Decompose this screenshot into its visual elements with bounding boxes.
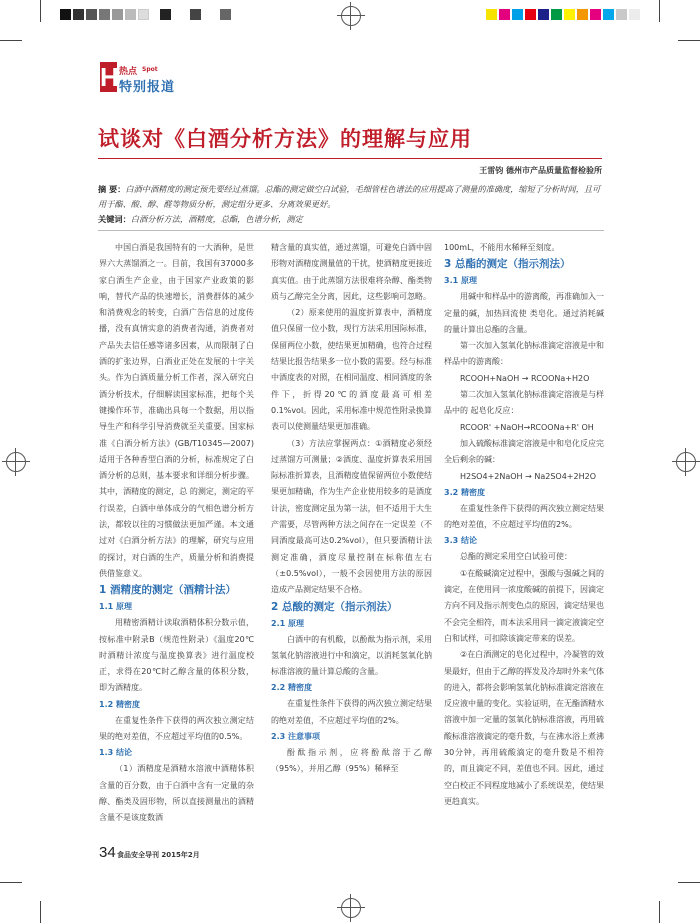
crop-mark [678,40,700,41]
section-title: 特别报道 [119,80,176,95]
paragraph: 在重复性条件下获得的两次独立测定结果的绝对差值，不应超过平均值的0.5%。 [99,715,254,742]
section-logo-h: H [100,62,119,92]
section-tag-hot: 热点 [119,67,138,77]
keywords-label: 关键词： [98,214,131,224]
crop-mark [659,0,660,22]
paragraph: 精含量的真实值，通过蒸馏，可避免白酒中固形物对酒精度测量值的干扰，使酒精度更接近真实值。由于此蒸馏方法很难将杂醇、酯类物质与乙醇完全分离，因此，这些影响可忽略。 [271,243,432,301]
paragraph: （3）方法应掌握两点：①酒精度必须经过蒸馏方可测量；②酒度、温度折算表采用国际标准折算表，且酒精度值保留两位小数使结果更加精确，作为生产企业使用较多的是酒度计法，密度测定虽为第一法，但不适用于大生产需要，尽管两种方法之间存在一定误差（不同酒度最高可达0.2%vol），但只要酒精计法测定准确，酒度尽量控制在标称值左右（±0.5%vol），一般不会因使用方法的原因造成产品测定结果不合格。 [271,438,432,595]
crop-mark [0,40,22,41]
paragraph: 第一次加入氢氧化钠标准滴定溶液是中和样品中的游离酸： [444,341,604,367]
crop-mark [678,882,700,883]
paragraph: 用碱中和样品中的游离酸，再准确加入一定量的碱，加热回流使 类皂化。通过消耗碱的量计算出总酯的含量。 [444,292,604,334]
crop-mark [40,0,41,22]
equation: H2SO4+2NaOH → Na2SO4+2H2O [460,471,596,481]
column-3 [444,240,604,810]
registration-mark [6,452,26,472]
equation: RCOOR' +NaOH→RCOONa+R' OH [460,422,594,432]
subheading-3-1: 3.1 原理 [444,276,477,286]
abstract-label: 摘 要： [98,184,126,194]
abstract [98,182,604,212]
subheading-3-3: 3.3 结论 [444,536,477,546]
paragraph: 100mL，不能用水稀释至刻度。 [444,243,560,252]
paragraph: 总酯的测定采用空白试验可使： [460,552,572,562]
column-2 [271,240,432,778]
crop-mark [0,882,22,883]
subheading-3-2: 3.2 精密度 [444,487,485,497]
registration-mark [341,898,361,918]
section-heading-2: 2 总酸的测定（指示剂法） [271,600,398,613]
paragraph: 在重复性条件下获得的两次独立测定结果的绝对差值，不应超过平均值的2%。 [444,503,604,530]
paragraph: ②在白酒测定的皂化过程中，冷凝管的效果最好，但由于乙醇的挥发及冷却时外来气体的进入，都将会影响氢氧化钠标准滴定溶液在反应液中量的变化。实验证明，在无酯酒精水溶液中加一定量的氢氧化钠标准溶液，再用硫酸标准溶液滴定的毫升数，与在沸水浴上煮沸30分钟，再用硫酸滴定的毫升数是不相符的，而且滴定不同，差值也不同。因此，通过空白校正不同程度地减小了系统误差，使结果更趋真实。 [444,650,604,806]
abstract-text: 白酒中酒精度的测定预先要经过蒸馏。总酯的测定做空白试验，毛细管柱色谱法的应用提高了测量的准确度，缩短了分析时间，且可用于酯、酸、醇、醛等物质分析，测定组分更多、分离效果更好。 [98,184,601,209]
section-heading-3: 3 总酯的测定（指示剂法） [444,258,571,271]
paragraph: 加入硫酸标准滴定溶液是中和皂化反应完全后剩余的碱： [444,438,604,465]
section-heading-1: 1 酒精度的测定（酒精计法） [99,584,236,597]
subheading-1-1: 1.1 原理 [99,602,132,612]
paragraph: （2）原来使用的温度折算表中，酒精度值只保留一位小数，现行方法采用国际标准，保留两位小数，使结果更加精确，也符合过程结果比报告结果多一位小数的需要。经与标准中酒度表的对照，在相同温度、相同酒度的条件下，折得20℃的酒度最高可相差0.1%vol。因此，采用标准中规范性附录换算表可以使测量结果更加准确。 [271,308,432,432]
title-divider [98,158,602,159]
paragraph: ①在酸碱滴定过程中，强酸与强碱之间的滴定，在使用同一浓度酸碱的前提下，因滴定方向不同及指示剂变色点的原因，滴定结果也不会完全相符，而本法采用同一滴定液滴定空白和试样，可扣除该滴定带来的误差。 [444,568,604,643]
subheading-2-2: 2.2 精密度 [271,683,312,693]
subheading-2-3: 2.3 注意事项 [271,732,320,742]
section-tag-hot-en: Spot [142,66,158,73]
keywords [98,213,604,225]
paragraph: 酚酞指示剂，应将酚酞溶于乙醇（95%），并用乙醇（95%）稀释至 [271,748,432,774]
paragraph: 第二次加入氢氧化钠标准滴定溶液是与样品中的 起皂化反应： [444,390,604,416]
paragraph: （1）酒精度是酒精水溶液中酒精体积含量的百分数，由于白酒中含有一定量的杂醇、酯类及固形物，所以直接测量出的酒精含量不是该度数酒 [99,764,254,823]
paragraph: 白酒中的有机酸，以酚酞为指示剂，采用氢氧化钠溶液进行中和滴定，以消耗氢氧化钠标准溶液的量计算总酸的含量。 [271,634,432,677]
article-author: 王雷钧 德州市产品质量监督检验所 [479,166,602,175]
page-number: 34 [99,844,116,861]
article-title: 试谈对《白酒分析方法》的理解与应用 [98,127,472,151]
subheading-1-3: 1.3 结论 [99,748,132,758]
crop-mark [659,901,660,923]
registration-mark [341,6,361,26]
paragraph: 用精密酒精计读取酒精体积分数示值，按标准中附录B（规范性附录）《温度20℃时酒精计浓度与温度换算表》进行温度校正，求得在20℃时乙醇含量的体积分数，即为酒精度。 [99,618,254,693]
paragraph: 在重复性条件下获得的两次独立测定结果的绝对差值，不应超过平均值的2%。 [271,699,432,725]
abstract-divider [98,230,604,231]
subheading-1-2: 1.2 精密度 [99,699,140,709]
paragraph: 中国白酒是我国特有的一大酒种，是世界六大蒸馏酒之一。目前，我国有37000多家白酒生产企业，由于国家产业政策的影响，替代产品的快速增长，消费群体的减少和消费观念的转变，白酒广告信息的过度传播，没有真情实意的消费者沟通，消费者对产品失去信任感等诸多因素，从而限制了白酒的扩张边界，白酒业正处在发展的十字关头。作为白酒质量分析工作者，深入研究白酒分析技术，仔细解读国家标准，把每个关键操作环节，准确出具每一个数据，用以指导生产和科学引导消费就至关重要。国家标准《白酒分析方法》(GB/T10345—2007) 适用于各种香型白酒的分析，标准规定了白酒分析的总则，基本要求和详细分析步骤。其中，酒精度的测定，总 的测定，测定的平行误差，白酒中单体成分的气相色谱分析方法，都较以往的习惯做法更加严谨。本文通过对《白酒分析方法》的理解，研究与应用的探讨，对白酒的生产，质量分析和消费提供借鉴意义。 [99,243,254,578]
journal-footer: 食品安全导刊 2015年2月 [117,851,200,859]
registration-mark [676,452,696,472]
crop-mark [40,901,41,923]
column-1 [99,240,254,827]
equation: RCOOH+NaOH → RCOONa+H2O [460,373,590,383]
subheading-2-1: 2.1 原理 [271,618,304,628]
keywords-text: 白酒分析方法，酒精度，总酯，色谱分析，测定 [130,214,303,224]
